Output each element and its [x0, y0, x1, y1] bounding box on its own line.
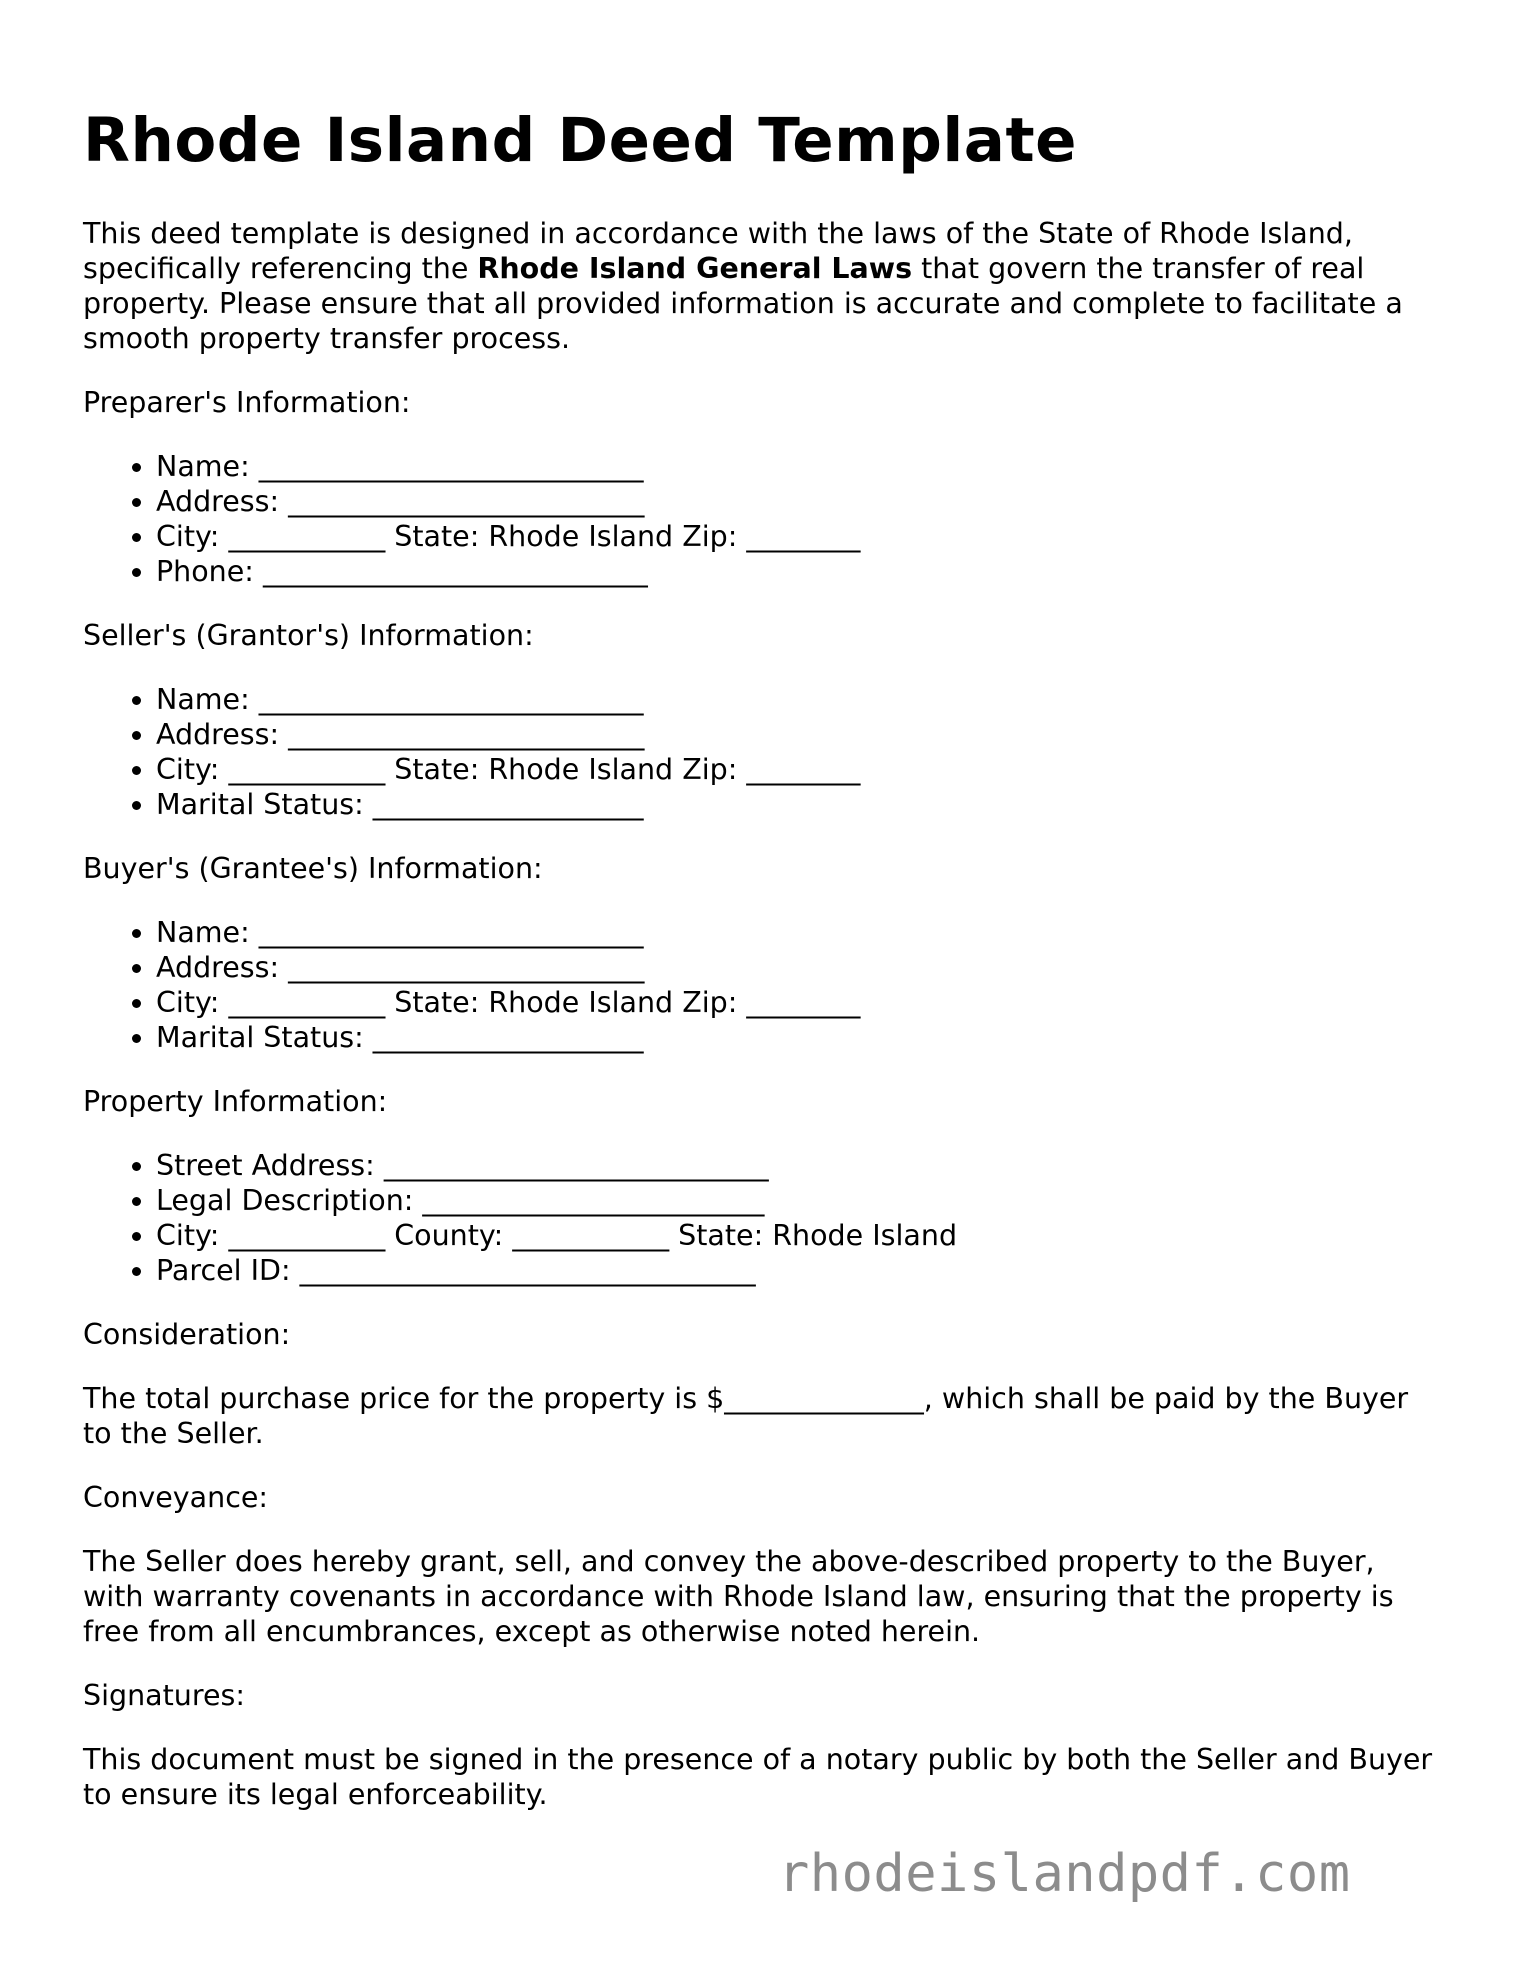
seller-marital-status-field: • Marital Status: ___________________ [156, 787, 1433, 822]
property-city-county-state-field: • City: ___________ County: ___________ State: Rhode Island [156, 1218, 1433, 1253]
preparer-list [83, 449, 1433, 589]
buyer-marital-status-field: • Marital Status: ___________________ [156, 1020, 1433, 1055]
property-heading: Property Information: [83, 1085, 388, 1118]
preparer-phone-field: • Phone: ___________________________ [156, 554, 1433, 589]
property-street-address-field: • Street Address: ___________________________ [156, 1148, 1433, 1183]
preparer-name-field: • Name: ___________________________ [156, 449, 1433, 484]
buyer-heading: Buyer's (Grantee's) Information: [83, 852, 543, 885]
consideration-text: The total purchase price for the property is $______________, which shall be paid by the Buyer to the Seller. [83, 1382, 1409, 1450]
intro-bold-laws: Rhode Island General Laws [477, 252, 913, 285]
intro-text-start: This deed template is designed in accordance with the laws of the State of Rhode Island, specifically referencing the [83, 217, 1353, 285]
conveyance-text: The Seller does hereby grant, sell, and convey the above-described property to the Buyer, with warranty covenants in accordance with Rhode Island law, ensuring that the property is free from all encumbrances, except as otherwise noted herein. [83, 1545, 1394, 1648]
seller-list [83, 682, 1433, 822]
buyer-name-field: • Name: ___________________________ [156, 915, 1433, 950]
document-title: Rhode Island Deed Template [83, 105, 1077, 176]
buyer-city-state-zip-field: • City: ___________ State: Rhode Island Zip: ________ [156, 985, 1433, 1020]
property-list [83, 1148, 1433, 1288]
seller-heading: Seller's (Grantor's) Information: [83, 619, 534, 652]
document-page [83, 104, 1433, 1812]
site-watermark: rhodeislandpdf.com [778, 1844, 1351, 1904]
intro-paragraph [83, 216, 1433, 356]
conveyance-heading: Conveyance: [83, 1481, 268, 1514]
consideration-heading: Consideration: [83, 1318, 291, 1351]
seller-name-field: • Name: ___________________________ [156, 682, 1433, 717]
signatures-heading: Signatures: [83, 1679, 245, 1712]
preparer-address-field: • Address: _________________________ [156, 484, 1433, 519]
property-parcel-id-field: • Parcel ID: ________________________________ [156, 1253, 1433, 1288]
preparer-city-state-zip-field: • City: ___________ State: Rhode Island Zip: ________ [156, 519, 1433, 554]
buyer-address-field: • Address: _________________________ [156, 950, 1433, 985]
signatures-text: This document must be signed in the presence of a notary public by both the Seller and Buyer to ensure its legal enforceability. [83, 1743, 1433, 1811]
seller-address-field: • Address: _________________________ [156, 717, 1433, 752]
property-legal-description-field: • Legal Description: ________________________ [156, 1183, 1433, 1218]
seller-city-state-zip-field: • City: ___________ State: Rhode Island Zip: ________ [156, 752, 1433, 787]
preparer-heading: Preparer's Information: [83, 386, 411, 419]
buyer-list [83, 915, 1433, 1055]
intro-text-end: that govern the transfer of real property. Please ensure that all provided information is accurate and complete to facilitate a smooth property transfer process. [83, 252, 1403, 355]
